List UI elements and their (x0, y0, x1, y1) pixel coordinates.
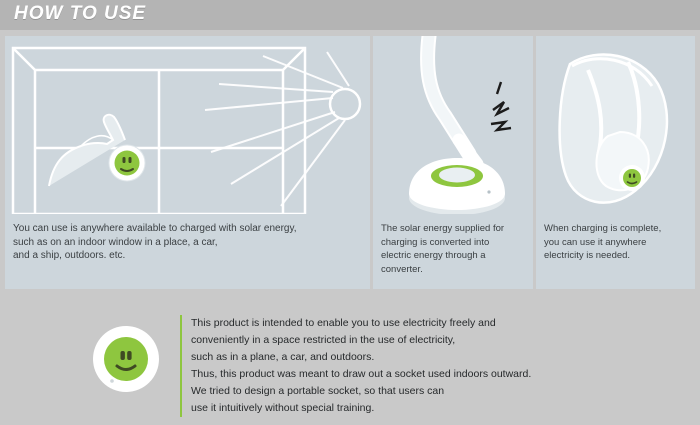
summary-section (5, 295, 695, 420)
header-bar (0, 0, 700, 30)
panel-window-sunlight (5, 36, 370, 289)
caption-line: you can use it anywhere (544, 236, 647, 248)
caption-line: You can use is anywhere available to charged with solar energy, (13, 223, 297, 234)
caption-line: electricity is needed. (544, 250, 631, 261)
caption-line: and a ship, outdoors. etc. (13, 250, 126, 261)
summary-line: Thus, this product was meant to draw out a socket used indoors outward. (191, 368, 532, 380)
caption-line: When charging is complete, (544, 223, 662, 234)
panel-3-caption (536, 214, 695, 289)
caption-line: The solar energy supplied for (381, 223, 505, 234)
panel-1-caption (5, 214, 370, 289)
summary-line: use it intuitively without special training. (191, 402, 375, 414)
summary-text (180, 315, 531, 417)
charging-scene (373, 36, 533, 214)
panel-charging-converter (373, 36, 533, 289)
panel-1-illustration (5, 36, 370, 214)
socket-icon (619, 165, 645, 191)
product-illustration (90, 323, 162, 395)
socket-icon (90, 323, 162, 395)
panel-2-caption (373, 214, 533, 289)
panel-carry-anywhere (536, 36, 695, 289)
panel-3-illustration (536, 36, 695, 214)
summary-line: conveniently in a space restricted in the use of electricity, (191, 334, 456, 346)
caption-line: converter. (381, 263, 423, 275)
summary-line: We tried to design a portable socket, so that users can (191, 385, 445, 397)
socket-icon (109, 145, 145, 181)
panel-strip (5, 36, 695, 289)
summary-line: such as in a plane, a car, and outdoors. (191, 351, 375, 363)
caption-line: charging is converted into (381, 236, 490, 248)
bag-carry-scene (536, 36, 695, 214)
panel-2-illustration (373, 36, 533, 214)
page-title: HOW TO USE (14, 3, 147, 24)
window-sun-scene (5, 36, 370, 214)
summary-line: This product is intended to enable you to use electricity freely and (191, 317, 496, 329)
caption-line: such as on an indoor window in a place, a car, (13, 236, 218, 248)
caption-line: electric energy through a (381, 250, 486, 261)
